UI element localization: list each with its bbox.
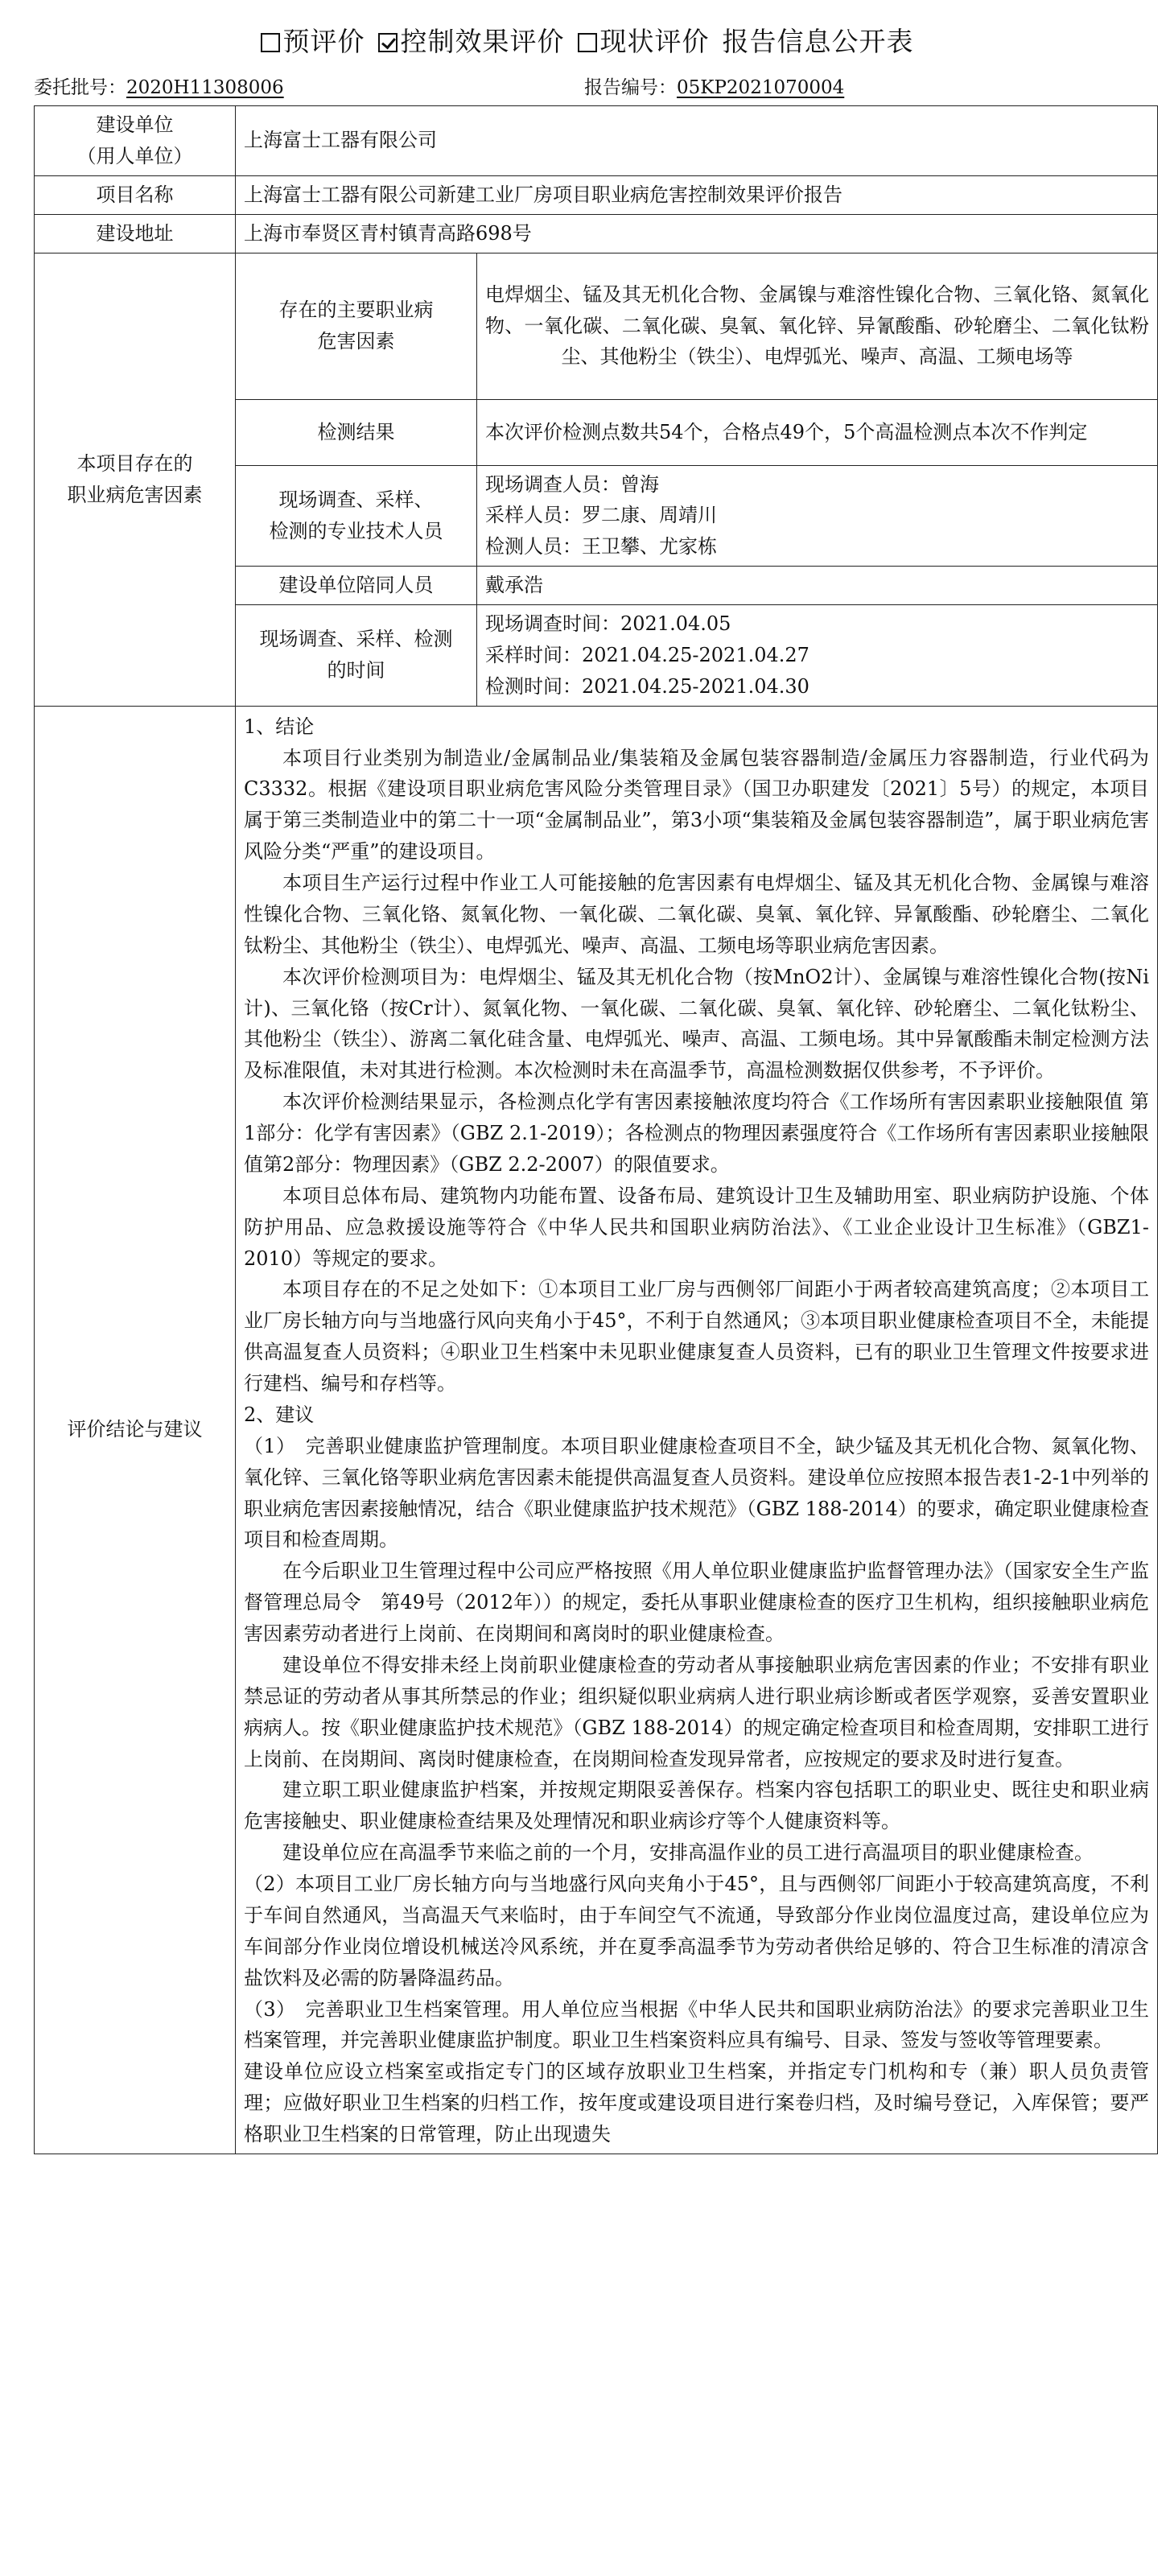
title-text: 报告信息公开表 <box>722 26 914 57</box>
report-label: 报告编号： <box>584 77 677 98</box>
row-construction-unit <box>35 106 1158 176</box>
test-results-value: 本次评价检测点数共54个，合格点49个，5个高温检测点本次不作判定 <box>477 399 1158 465</box>
approval-number <box>34 72 284 99</box>
suggestion-heading: 2、建议 <box>244 1403 315 1426</box>
conclusion-paragraph: 本次评价检测项目为：电焊烟尘、锰及其无机化合物（按MnO2计）、金属镍与难溶性镍化合物(按Ni计)、三氧化铬（按Cr计）、氮氧化物、一氧化碳、二氧化碳、臭氧、氧化锌、砂轮磨尘、二氧化钛粉尘、其他粉尘（铁尘）、游离二氧化硅含量、电焊弧光、噪声、高温、工频电场。其中异氰酸酯未制定检测方法及标准限值，未对其进行检测。本次检测时未在高温季节，高温检测数据仅供参考，不予评价。 <box>244 965 1149 1082</box>
escort-staff-value: 戴承浩 <box>477 567 1158 605</box>
row-address <box>35 214 1158 253</box>
suggestion-paragraph: （2）本项目工业厂房长轴方向与当地盛行风向夹角小于45°，且与西侧邻厂间距小于较高建筑高度，不利于车间自然通风，当高温天气来临时，由于车间空气不流通，导致部分作业岗位温度过高，建设单位应为车间部分作业岗位增设机械送冷风系统，并在夏季高温季节为劳动者供给足够的、符合卫生标准的清凉含盐饮料及必需的防暑降温药品。 <box>244 1873 1149 1989</box>
main-hazards-label: 存在的主要职业病 危害因素 <box>236 253 477 399</box>
row-main-hazards <box>35 253 1158 399</box>
address-label: 建设地址 <box>35 214 236 253</box>
suggestion-paragraph: （1） 完善职业健康监护管理制度。本项目职业健康检查项目不全，缺少锰及其无机化合物、氮氧化物、氧化锌、三氧化铬等职业病危害因素未能提供高温复查人员资料。建设单位应按照本报告表1-2-1中列举的职业病危害因素接触情况，结合《职业健康监护技术规范》（GBZ 188-2014）的要求，确定职业健康检查项目和检查周期。 <box>244 1434 1149 1552</box>
conclusion-paragraph: 本项目总体布局、建筑物内功能布置、设备布局、建筑设计卫生及辅助用室、职业病防护设施、个体防护用品、应急救援设施等符合《中华人民共和国职业病防治法》、《工业企业设计卫生标准》（GBZ1-2010）等规定的要求。 <box>244 1184 1149 1270</box>
project-name-label: 项目名称 <box>35 175 236 214</box>
conclusion-content <box>236 706 1158 2154</box>
approval-value: 2020H11308006 <box>126 77 284 98</box>
conclusion-paragraph: 本项目行业类别为制造业/金属制品业/集装箱及金属包装容器制造/金属压力容器制造，行业代码为C3332。根据《建设项目职业病危害风险分类管理目录》（国卫办职建发〔2021〕5号）的规定，本项目属于第三类制造业中的第二十一项“金属制品业”，第3小项“集装箱及金属包装容器制造”，属于职业病危害风险分类“严重”的建设项目。 <box>244 746 1149 863</box>
hazard-section-label: 本项目存在的 职业病危害因素 <box>35 253 236 706</box>
row-conclusion <box>35 706 1158 2154</box>
technical-staff-value: 现场调查人员：曾海 采样人员：罗二康、周靖川 检测人员：王卫攀、尤家栋 <box>477 465 1158 567</box>
construction-unit-label: 建设单位 （用人单位） <box>35 106 236 176</box>
checkbox-icon <box>261 33 280 52</box>
suggestion-paragraph: 建设单位应设立档案室或指定专门的区域存放职业卫生档案，并指定专门机构和专（兼）职人员负责管理；应做好职业卫生档案的归档工作，按年度或建设项目进行案卷归档，及时编号登记，入库保管；要严格职业卫生档案的日常管理，防止出现遗失 <box>244 2060 1149 2145</box>
checked-checkbox-icon <box>378 33 398 52</box>
test-results-label: 检测结果 <box>236 399 477 465</box>
survey-time-label: 现场调查、采样、检测 的时间 <box>236 605 477 707</box>
option-pre-evaluation: 预评价 <box>261 26 365 57</box>
main-hazards-value: 电焊烟尘、锰及其无机化合物、金属镍与难溶性镍化合物、三氧化铬、氮氧化物、一氧化碳、二氧化碳、臭氧、氧化锌、异氰酸酯、砂轮磨尘、二氧化钛粉尘、其他粉尘（铁尘）、电焊弧光、噪声、高温、工频电场等 <box>477 253 1158 399</box>
escort-staff-label: 建设单位陪同人员 <box>236 567 477 605</box>
option-status-evaluation: 现状评价 <box>578 26 710 57</box>
conclusion-paragraph: 本项目存在的不足之处如下：①本项目工业厂房与西侧邻厂间距小于两者较高建筑高度；②本项目工业厂房长轴方向与当地盛行风向夹角小于45°，不利于自然通风；③本项目职业健康检查项目不全，未能提供高温复查人员资料；④职业卫生档案中未见职业健康复查人员资料，已有的职业卫生管理文件按要求进行建档、编号和存档等。 <box>244 1278 1149 1395</box>
conclusion-paragraph: 本次评价检测结果显示，各检测点化学有害因素接触浓度均符合《工作场所有害因素职业接触限值 第1部分：化学有害因素》（GBZ 2.1-2019）；各检测点的物理因素强度符合《工作场所有害因素职业接触限值第2部分：物理因素》（GBZ 2.2-2007）的限值要求。 <box>244 1090 1149 1176</box>
technical-staff-label: 现场调查、采样、 检测的专业技术人员 <box>236 465 477 567</box>
approval-label: 委托批号： <box>34 77 126 98</box>
construction-unit-value: 上海富士工器有限公司 <box>236 106 1158 176</box>
row-project-name <box>35 175 1158 214</box>
checkbox-icon <box>578 33 597 52</box>
report-info-table <box>34 105 1158 2154</box>
suggestion-paragraph: 在今后职业卫生管理过程中公司应严格按照《用人单位职业健康监护监督管理办法》（国家安全生产监督管理总局令 第49号（2012年））的规定，委托从事职业健康检查的医疗卫生机构，组织接触职业病危害因素劳动者进行上岗前、在岗期间和离岗时的职业健康检查。 <box>244 1560 1149 1645</box>
suggestion-paragraph: 建设单位应在高温季节来临之前的一个月，安排高温作业的员工进行高温项目的职业健康检查。 <box>282 1841 1094 1865</box>
survey-time-value: 现场调查时间：2021.04.05 采样时间：2021.04.25-2021.04.27 检测时间：2021.04.25-2021.04.30 <box>477 605 1158 707</box>
address-value: 上海市奉贤区青村镇青高路698号 <box>236 214 1158 253</box>
conclusion-heading: 1、结论 <box>244 715 315 738</box>
conclusion-label: 评价结论与建议 <box>35 706 236 2154</box>
suggestion-paragraph: （3） 完善职业卫生档案管理。用人单位应当根据《中华人民共和国职业病防治法》的要求完善职业卫生档案管理，并完善职业健康监护制度。职业卫生档案资料应具有编号、目录、签发与签收等管理要素。 <box>244 1997 1149 2052</box>
report-number <box>584 72 844 99</box>
project-name-value: 上海富士工器有限公司新建工业厂房项目职业病危害控制效果评价报告 <box>236 175 1158 214</box>
document-title <box>0 21 1174 59</box>
conclusion-paragraph: 本项目生产运行过程中作业工人可能接触的危害因素有电焊烟尘、锰及其无机化合物、金属镍与难溶性镍化合物、三氧化铬、氮氧化物、一氧化碳、二氧化碳、臭氧、氧化锌、异氰酸酯、砂轮磨尘、二氧化钛粉尘、其他粉尘（铁尘）、电焊弧光、噪声、高温、工频电场等职业病危害因素。 <box>244 872 1149 957</box>
option-control-effect-evaluation: 控制效果评价 <box>378 26 565 57</box>
suggestion-paragraph: 建设单位不得安排未经上岗前职业健康检查的劳动者从事接触职业病危害因素的作业；不安排有职业禁忌证的劳动者从事其所禁忌的作业；组织疑似职业病病人进行职业病诊断或者医学观察，妥善安置职业病病人。按《职业健康监护技术规范》（GBZ 188-2014）的规定确定检查项目和检查周期，安排职工进行上岗前、在岗期间、离岗时健康检查，在岗期间检查发现异常者，应按规定的要求及时进行复查。 <box>244 1653 1149 1770</box>
suggestion-paragraph: 建立职工职业健康监护档案，并按规定期限妥善保存。档案内容包括职工的职业史、既往史和职业病危害接触史、职业健康检查结果及处理情况和职业病诊疗等个人健康资料等。 <box>244 1778 1149 1833</box>
report-value: 05KP2021070004 <box>677 77 845 98</box>
